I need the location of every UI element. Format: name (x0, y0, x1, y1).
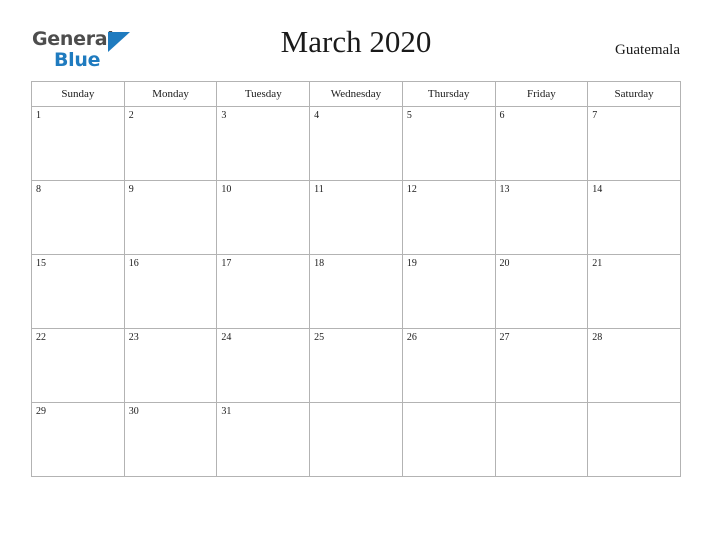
weekday-header-tuesday: Tuesday (217, 82, 310, 107)
day-number: 5 (406, 110, 412, 121)
day-cell-empty (402, 403, 495, 477)
day-number: 28 (592, 332, 603, 343)
day-number: 2 (128, 110, 134, 121)
day-cell[interactable] (402, 181, 495, 255)
day-number: 19 (406, 258, 417, 269)
weekday-header-monday: Monday (124, 82, 217, 107)
day-cell[interactable] (217, 107, 310, 181)
day-number: 15 (36, 258, 46, 269)
weekday-header-thursday: Thursday (402, 82, 495, 107)
day-cell[interactable] (495, 255, 588, 329)
day-number: 29 (36, 406, 46, 417)
day-cell-empty (495, 403, 588, 477)
day-number: 30 (128, 406, 139, 417)
day-cell[interactable] (124, 107, 217, 181)
day-number: 1 (36, 110, 41, 121)
day-number: 24 (221, 332, 232, 343)
day-number: 9 (128, 184, 134, 195)
country-label: Guatemala (615, 42, 680, 58)
day-number: 17 (221, 258, 232, 269)
day-number: 20 (499, 258, 510, 269)
day-number: 22 (36, 332, 46, 343)
day-cell[interactable] (32, 329, 125, 403)
day-cell[interactable] (495, 107, 588, 181)
day-cell[interactable] (32, 255, 125, 329)
weekday-header-row (32, 82, 681, 107)
logo-text-blue: Blue (54, 49, 101, 71)
day-cell[interactable] (402, 107, 495, 181)
day-cell[interactable] (402, 255, 495, 329)
week-row (32, 107, 681, 181)
week-row (32, 181, 681, 255)
day-number: 10 (221, 184, 232, 195)
day-cell[interactable] (217, 329, 310, 403)
day-cell[interactable] (588, 329, 681, 403)
day-cell[interactable] (124, 329, 217, 403)
logo-text-general: General (32, 28, 114, 50)
weekday-header-wednesday: Wednesday (310, 82, 403, 107)
day-cell[interactable] (402, 329, 495, 403)
day-number: 16 (128, 258, 139, 269)
day-cell[interactable] (124, 255, 217, 329)
day-number: 11 (314, 184, 324, 195)
day-cell-empty (588, 403, 681, 477)
day-number: 7 (592, 110, 598, 121)
day-cell-empty (310, 403, 403, 477)
month-grid (31, 81, 681, 477)
weekday-header-friday: Friday (495, 82, 588, 107)
day-number: 25 (314, 332, 325, 343)
day-number: 14 (592, 184, 603, 195)
day-cell[interactable] (310, 107, 403, 181)
day-number: 3 (221, 110, 227, 121)
day-number: 31 (221, 406, 232, 417)
day-number: 18 (314, 258, 325, 269)
day-number: 26 (406, 332, 417, 343)
day-cell[interactable] (32, 107, 125, 181)
day-cell[interactable] (310, 255, 403, 329)
day-cell[interactable] (588, 107, 681, 181)
day-number: 6 (499, 110, 505, 121)
day-cell[interactable] (588, 255, 681, 329)
week-row (32, 255, 681, 329)
day-number: 12 (406, 184, 417, 195)
day-cell[interactable] (310, 329, 403, 403)
day-number: 8 (36, 184, 41, 195)
day-cell[interactable] (310, 181, 403, 255)
day-cell[interactable] (495, 181, 588, 255)
weekday-header-sunday: Sunday (32, 82, 125, 107)
day-cell[interactable] (217, 255, 310, 329)
day-cell[interactable] (217, 403, 310, 477)
day-cell[interactable] (217, 181, 310, 255)
day-number: 27 (499, 332, 510, 343)
week-row (32, 403, 681, 477)
page-title: March 2020 (280, 24, 432, 59)
day-number: 23 (128, 332, 139, 343)
page-header (32, 24, 680, 70)
day-number: 4 (314, 110, 320, 121)
day-cell[interactable] (32, 403, 125, 477)
day-cell[interactable] (588, 181, 681, 255)
day-cell[interactable] (124, 403, 217, 477)
day-cell[interactable] (124, 181, 217, 255)
weekday-header-saturday: Saturday (588, 82, 681, 107)
day-number: 13 (499, 184, 510, 195)
day-number: 21 (592, 258, 603, 269)
week-row (32, 329, 681, 403)
day-cell[interactable] (32, 181, 125, 255)
day-cell[interactable] (495, 329, 588, 403)
